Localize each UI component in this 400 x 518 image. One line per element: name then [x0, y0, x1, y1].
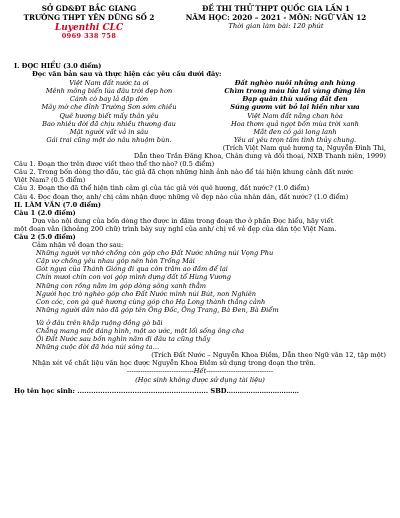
- poem-line: Mặt người vất vả in sâu: [69, 127, 149, 136]
- luyenthi-logo: [14, 23, 164, 40]
- poem2-stanza-2: [14, 319, 386, 351]
- question-2-line1: Câu 2. Trong bốn dòng thơ đầu, tác giả đã chọn những hình ảnh nào để tái hiện khung cảnh đất nước: [14, 168, 354, 177]
- poem-line: Hoa thơm quả ngọt bốn mùa trời xanh: [231, 119, 359, 128]
- poem2-line: Những cuộc đời đã hóa núi sông ta…: [36, 343, 160, 352]
- poem2-line: Gót ngựa của Thánh Gióng đi qua còn trăm ao đầm để lại: [36, 265, 228, 274]
- c1-prompt-line1: Dựa vào nội dung của bốn dòng thơ được in đậm trong đoạn thơ ở phần Đọc hiểu, hãy viết: [32, 216, 334, 225]
- department-name: SỞ GD&ĐT BẮC GIANG: [41, 4, 137, 13]
- poem-line-bold: Đạp quân thù xuống đất đen: [242, 95, 348, 104]
- question-3: Câu 3. Đoạn thơ đã thể hiện tình cảm gì của tác giả với quê hương, đất nước? (1.0 điểm): [14, 184, 310, 193]
- poem-line: Cánh cò bay lả dập dờn: [69, 95, 149, 104]
- question-1: Câu 1. Đoạn thơ trên được viết theo thể thơ nào? (0.5 điểm): [14, 160, 215, 169]
- c1-title: Câu 1 (2.0 điểm): [14, 208, 76, 217]
- c2-citation: (Trích Đất Nước – Nguyễn Khoa Điềm, Dẫn theo Ngữ văn 12, tập một): [151, 351, 386, 360]
- poem2-line: Những con rồng nằm im góp dòng sông xanh thẳm: [36, 281, 207, 290]
- poem-line: Gái trai cũng một áo nâu nhuộm bùn.: [46, 135, 172, 144]
- poem2-line: Người học trò nghèo góp cho Đất Nước mình núi Bút, non Nghiên: [36, 289, 256, 298]
- poem-line-bold: Súng gươm vứt bỏ lại hiền như xưa: [230, 103, 360, 112]
- poem-line: Mây mờ che đỉnh Trường Sơn sớm chiều: [41, 103, 177, 112]
- exam-header: [14, 0, 386, 62]
- poem2-line: Những người vợ nhớ chồng còn góp cho Đất Nước những núi Vọng Phu: [36, 249, 274, 258]
- poem-line: Mắt đen cô gái long lanh: [253, 127, 337, 136]
- school-block: [14, 4, 164, 62]
- c2-task: Nhận xét về chất liệu văn học được Nguyễn Khoa Điềm sử dụng trong đoạn thơ trên.: [32, 359, 316, 368]
- exam-title: ĐỀ THI THỬ THPT QUỐC GIA LẦN 1: [202, 4, 350, 13]
- question-4: Câu 4. Đọc đoạn thơ, anh/ chị cảm nhận được những vẻ đẹp nào của nhân dân, đất nước? (1.0 điểm): [14, 192, 349, 201]
- student-info-line: Họ tên học sinh: ......................................................... SBD……………………………: [14, 386, 300, 395]
- c2-intro: Cảm nhận về đoạn thơ sau:: [32, 241, 124, 250]
- poem-line: Bao nhiêu đời đã chịu nhiều thương đau: [42, 119, 176, 128]
- poem2-line: Ôi Đất Nước sau bốn nghìn năm đi đâu ta cũng thấy: [36, 335, 211, 344]
- part-reading: [14, 62, 386, 201]
- question-2-line2: Việt Nam? (0.5 điểm): [14, 176, 86, 185]
- poem2-line: Và ở đâu trên khắp ruộng đồng gò bãi: [36, 318, 163, 327]
- poem-left-column: [14, 79, 204, 144]
- part2-title: II. LÀM VĂN (7.0 điểm): [14, 200, 101, 209]
- poem-excerpt: [14, 79, 386, 144]
- poem-line: Mênh mông biển lúa đâu trời đẹp hơn: [45, 87, 173, 96]
- poem2-line: Chín mươi chín con voi góp mình dựng đất tổ Hùng Vương: [36, 273, 231, 282]
- poem-line: Việt Nam đất nắng chan hòa: [247, 111, 343, 120]
- exam-title-block: [166, 4, 386, 62]
- poem-citation-2: Dẫn theo Trần Đăng Khoa, Chân dung và đối thoại, NXB Thanh niên, 1999): [133, 152, 386, 161]
- poem-line: Yêu ai yêu trọn tấm tình thủy chung.: [233, 135, 357, 144]
- part1-title: I. ĐỌC HIỂU (3.0 điểm): [14, 62, 102, 70]
- c2-title: Câu 2 (5.0 điểm): [14, 232, 76, 241]
- part-writing: [14, 201, 386, 395]
- end-mark-text: Hết: [193, 367, 207, 376]
- c1-prompt-line2: một đoạn văn (khoảng 200 chữ) trình bày suy nghĩ của anh/ chị về vẻ đẹp của dân tộc Việt Nam.: [14, 224, 337, 233]
- exam-subject: NĂM HỌC: 2020 – 2021 - MÔN: NGỮ VĂN 12: [185, 13, 367, 22]
- logo-phone: 0969 338 758: [61, 32, 117, 40]
- poem2-line: Chẳng mang một dáng hình, một ao ước, một lối sống ông cha: [36, 327, 245, 335]
- exam-note: (Học sinh không được sử dụng tài liệu): [135, 375, 265, 384]
- school-name: TRƯỜNG THPT YÊN DŨNG SỐ 2: [23, 13, 155, 22]
- poem-line: Quê hương biết mấy thân yêu: [59, 111, 159, 120]
- poem-right-column: [204, 79, 386, 144]
- poem-line-bold: Đất nghèo nuôi những anh hùng: [234, 79, 356, 88]
- poem2-line: Cặp vợ chồng yêu nhau góp nên hòn Trống Mái: [36, 257, 195, 266]
- poem-citation-1: (Trích Việt Nam quê hương ta, Nguyễn Đình Thi,: [222, 143, 386, 152]
- poem-line-bold: Chìm trong máu lửa lại vùng đứng lên: [224, 87, 366, 96]
- poem2-stanza-1: [14, 249, 386, 314]
- poem2-line: Con cóc, con gà quê hương cùng góp cho Hạ Long thành thắng cảnh: [36, 297, 266, 306]
- logo-name: Luyenthi CLC: [54, 23, 124, 33]
- end-mark: ------------------------------Hết------------------------------: [126, 367, 274, 376]
- poem2-line: Những người dân nào đã góp tên Ông Đốc, Ông Trang, Bà Đen, Bà Điểm: [36, 305, 279, 314]
- exam-time: Thời gian làm bài: 120 phút: [228, 22, 324, 30]
- part1-instruction: Đọc văn bản sau và thực hiện các yêu cầu dưới đây:: [32, 70, 222, 79]
- poem-line: Việt Nam đất nước ta ơi: [69, 79, 149, 88]
